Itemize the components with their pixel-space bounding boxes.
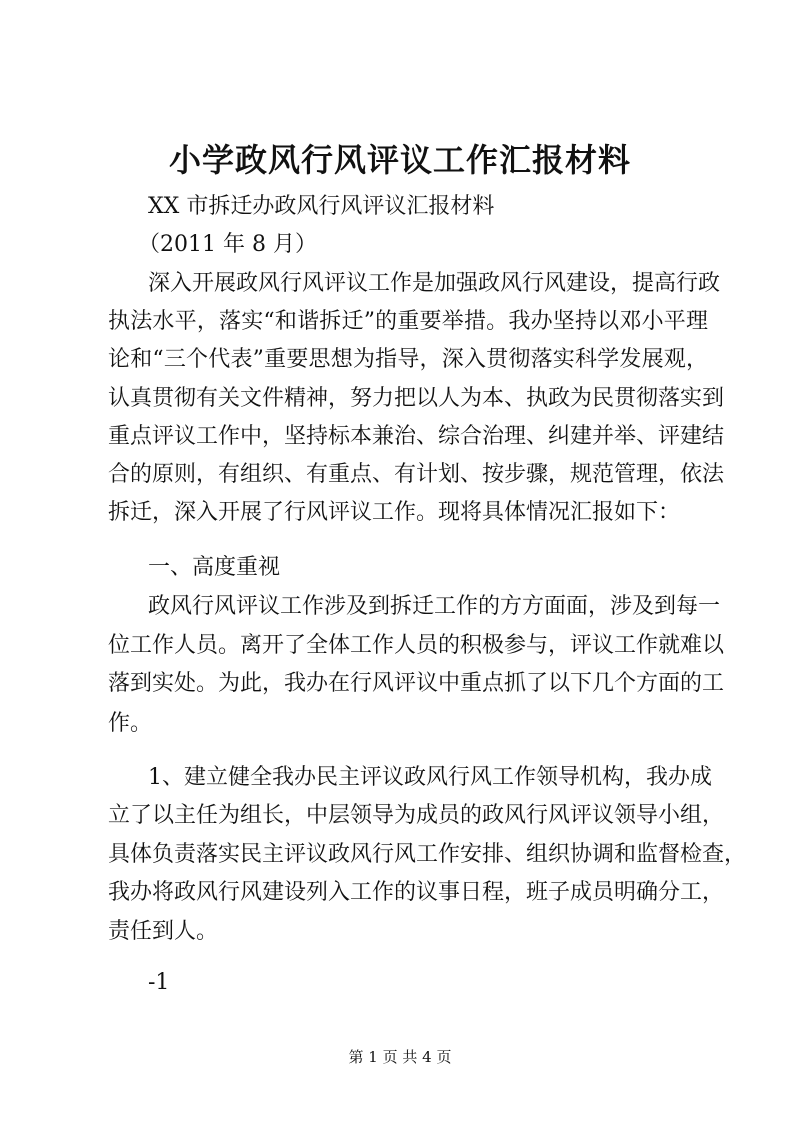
paragraph-line: 位工作人员。离开了全体工作人员的积极参与，评议工作就难以 xyxy=(108,633,725,658)
paragraph-line: 执法水平，落实“和谐拆迁”的重要举措。我办坚持以邓小平理 xyxy=(108,309,708,334)
paragraph-line: 落到实处。为此，我办在行风评议中重点抓了以下几个方面的工 xyxy=(108,671,725,696)
paragraph-line: 责任到人。 xyxy=(108,919,219,944)
paragraph-line: 拆迁，深入开展了行风评议工作。现将具体情况汇报如下： xyxy=(108,500,681,525)
page-marker: -1 xyxy=(148,970,170,995)
subtitle: XX 市拆迁办政风行风评议汇报材料 xyxy=(148,194,495,219)
paragraph-line: 具体负责落实民主评议政风行风工作安排、组织协调和监督检查， xyxy=(108,842,747,867)
paragraph-line: 重点评议工作中，坚持标本兼治、综合治理、纠建并举、评建结 xyxy=(108,424,725,449)
paragraph-line: 1、建立健全我办民主评议政风行风工作领导机构，我办成 xyxy=(148,765,712,790)
page-footer: 第 1 页 共 4 页 xyxy=(348,1048,452,1066)
section-heading: 一、高度重视 xyxy=(148,555,281,580)
document-title: 小学政风行风评议工作汇报材料 xyxy=(168,141,631,179)
paragraph-line: 论和“三个代表”重要思想为指导，深入贯彻落实科学发展观， xyxy=(108,347,708,372)
paragraph-line: 深入开展政风行风评议工作是加强政风行风建设，提高行政 xyxy=(148,271,721,296)
paragraph-line: 立了以主任为组长，中层领导为成员的政风行风评议领导小组， xyxy=(108,803,725,828)
paragraph-line: 作。 xyxy=(108,711,153,736)
paragraph-line: 政风行风评议工作涉及到拆迁工作的方方面面，涉及到每一 xyxy=(148,594,721,619)
paragraph-line: 我办将政风行风建设列入工作的议事日程，班子成员明确分工， xyxy=(108,880,725,905)
paragraph-line: 合的原则，有组织、有重点、有计划、按步骤，规范管理，依法 xyxy=(108,462,725,487)
paragraph-line: 认真贯彻有关文件精神，努力把以人为本、执政为民贯彻落实到 xyxy=(108,386,725,411)
date-line: （2011 年 8 月） xyxy=(138,232,317,257)
